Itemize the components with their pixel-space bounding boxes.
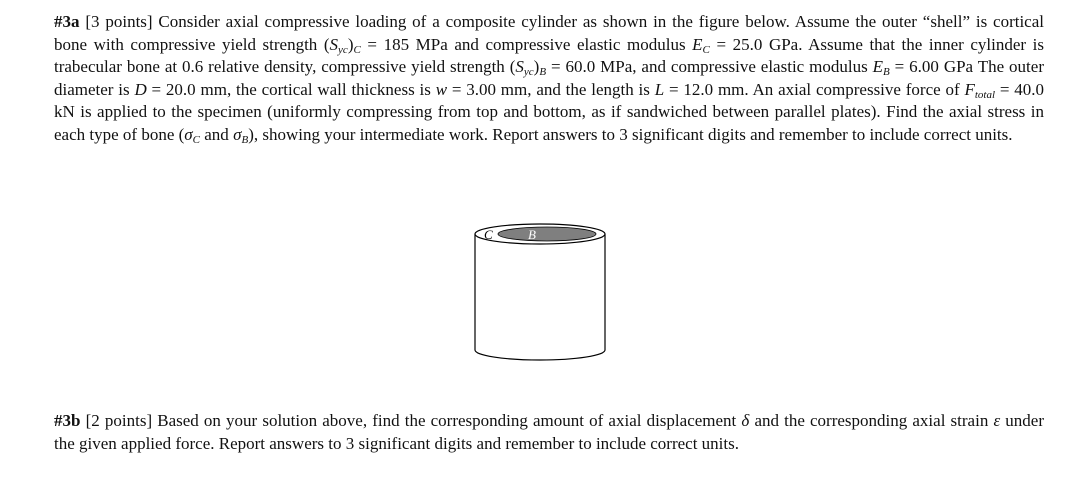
cylinder-body [475,234,605,360]
problem-3b-points: [2 points] [85,411,153,430]
paren-close: ) [533,57,540,77]
problem-3a-points: [3 points] [85,12,153,31]
symbol-F: F [964,79,975,99]
subscript-C: C [702,43,710,56]
subscript-C: C [353,43,361,56]
subscript-yc: yc [338,43,348,56]
subscript-total: total [974,88,996,101]
text-segment: Consider axial compressive loading of a composite cylinder as shown in the figure below. Assume the outer “shell” is cortical bone with compressive yield strength ( [54,12,1044,54]
subscript-C: C [192,133,201,146]
text-segment: = 12.0 mm. An axial compressive force of [664,79,965,99]
text-segment: = 6.00 GPa The outer diameter is [54,57,1044,99]
subscript-B: B [539,66,547,79]
symbol-L: L [654,79,665,99]
text-segment: = 40.0 kN is applied to the specimen (uniformly compressing from top and bottom, as if sandwiched between parallel plates). Find the axial stress in each type of bone ( [54,79,1044,144]
symbol-w: w [435,79,448,99]
text-segment: under the given applied force. Report answers to 3 significant digits and remember to include correct units. [54,411,1044,453]
text-segment: = 3.00 mm, and the length is [447,79,655,99]
text-segment: = 185 MPa and compressive elastic modulus [360,34,693,54]
symbol-delta: δ [741,411,750,430]
text-segment: and the corresponding axial strain [749,411,994,430]
text-segment: ), showing your intermediate work. Report answers to 3 significant digits and remember to include correct units. [248,124,1013,144]
symbol-D: D [134,79,147,99]
symbol-sigma: σ [184,124,193,144]
trabecular-label-b: B [528,227,536,242]
problem-3a-paragraph [54,11,1044,147]
text-segment: Based on your solution above, find the corresponding amount of axial displacement [152,411,742,430]
subscript-B: B [241,133,249,146]
text-segment: and [200,124,234,144]
cylinder-top-inner-trabecular [498,227,596,241]
symbol-S: S [329,34,339,54]
composite-cylinder-figure [470,218,610,368]
symbol-E: E [692,34,703,54]
subscript-B: B [883,66,890,79]
problem-3b-label: #3b [54,411,81,430]
cortical-label-c: C [484,227,493,242]
paren-close: ) [347,34,354,54]
problem-3b-paragraph [54,410,1044,455]
symbol-E: E [872,57,883,77]
symbol-epsilon: ε [993,411,1001,430]
symbol-sigma: σ [233,124,242,144]
symbol-S: S [515,57,524,77]
problem-3a-label: #3a [54,12,80,31]
text-segment: = 60.0 MPa, and compressive elastic modulus [546,57,873,77]
text-segment: = 20.0 mm, the cortical wall thickness is [146,79,436,99]
text-segment: = 25.0 GPa. Assume that the inner cylinder is trabecular bone at 0.6 relative density, compressive yield strength ( [54,34,1044,77]
subscript-yc: yc [523,66,534,79]
